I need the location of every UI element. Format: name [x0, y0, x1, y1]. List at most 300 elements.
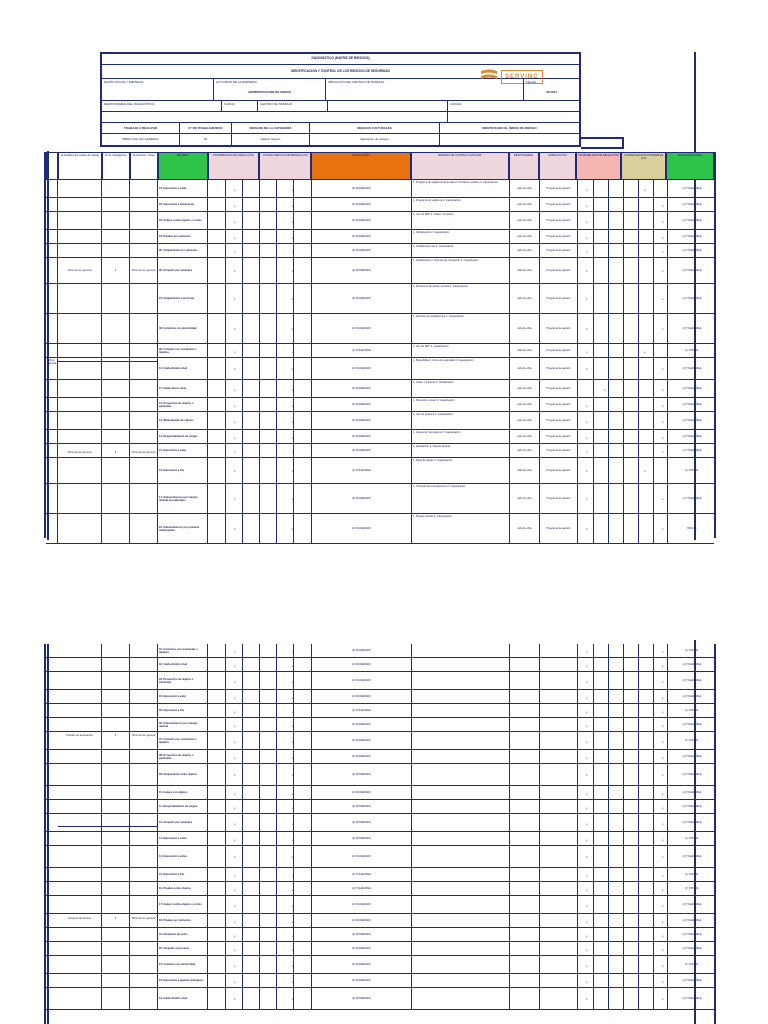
sub-column-line [225, 832, 226, 845]
sub-column-line [623, 230, 624, 243]
sub-column-line [608, 358, 609, 379]
evaluation-cell: (2) MODERADO [312, 764, 412, 785]
sub-column-line [276, 718, 277, 731]
probability-consequence-cells [578, 358, 668, 379]
sub-column-line [638, 644, 639, 657]
probability-mark: x [234, 327, 236, 332]
probability-mark: x [234, 649, 236, 654]
sub-column-line [593, 380, 594, 397]
control-measures-cell [412, 974, 510, 987]
sub-column-line [593, 718, 594, 731]
sub-column-line [225, 868, 226, 881]
sub-column-line [225, 800, 226, 813]
ciudad-label: CIUDAD [450, 102, 462, 106]
sub-column-line [653, 658, 654, 671]
workers-cell: 6 [102, 180, 130, 362]
evaluation-cell: (2) MODERADO [312, 814, 412, 831]
responsible-cell: Jefe de obra [510, 380, 540, 397]
sub-column-line [638, 284, 639, 313]
evaluation-cell: (2) MODERADO [312, 444, 412, 457]
responsible-cell: Jefe de obra [510, 244, 540, 257]
probability-consequence-cells [578, 814, 668, 831]
sub-column-line [608, 672, 609, 689]
sub-column-line [608, 928, 609, 941]
responsible-cell: Jefe de obra [510, 358, 540, 379]
probability-consequence-cells [578, 514, 668, 543]
sub-column-line [638, 832, 639, 845]
probability-consequence-cells [578, 732, 668, 749]
sub-column-line [623, 690, 624, 703]
verification-cell: Programa de gestión [540, 398, 578, 411]
sub-column-line [638, 800, 639, 813]
sub-column-line [593, 928, 594, 941]
probability-consequence-cells [208, 398, 312, 411]
probability-consequence-cells [578, 882, 668, 895]
sub-column-line [653, 846, 654, 867]
probability-consequence-cells [578, 704, 668, 717]
hazard-cell: 17. Golpes contra objetos o cortes [158, 896, 208, 913]
verification-cell [540, 786, 578, 799]
hazard-cell: 05. Exposición a frío [158, 704, 208, 717]
probability-mark: x [586, 805, 588, 810]
consequence-mark: x [662, 435, 664, 440]
probability-consequence-cells [578, 314, 668, 343]
probability-consequence-cells [578, 928, 668, 941]
control-measures-cell [412, 868, 510, 881]
probability-mark: x [234, 821, 236, 826]
sub-column-line [608, 658, 609, 671]
sub-column-line [623, 750, 624, 763]
probability-mark: x [234, 903, 236, 908]
responsible-cell: Jefe de obra [510, 198, 540, 211]
sub-column-line [225, 212, 226, 229]
probability-mark: x [586, 435, 588, 440]
sub-column-line [653, 458, 654, 483]
activity-cell [214, 79, 326, 100]
control-measures-cell [412, 690, 510, 703]
verification-cell: Programa de gestión [540, 344, 578, 357]
probability-consequence-cells [578, 956, 668, 973]
verification-cell [540, 658, 578, 671]
probability-mark: x [234, 679, 236, 684]
sub-column-line [293, 258, 294, 283]
sub-column-line [259, 514, 260, 543]
sub-column-line [608, 514, 609, 543]
control-measures-cell [412, 814, 510, 831]
sub-column-line [225, 412, 226, 429]
probability-consequence-cells [578, 430, 668, 443]
sub-column-line [623, 718, 624, 731]
sub-column-line [242, 658, 243, 671]
sub-column-line [293, 800, 294, 813]
consequence-mark: x [662, 873, 664, 878]
final-evaluation-cell: (1) TOLERABLE [682, 805, 702, 808]
hazard-cell: 20. Atropello a personas [158, 942, 208, 955]
responsible-cell: Jefe de obra [510, 344, 540, 357]
evaluation-cell: (2) MODERADO [312, 732, 412, 749]
sub-column-line [593, 314, 594, 343]
responsible-cell [510, 672, 540, 689]
sub-column-line [593, 832, 594, 845]
consequence-mark: x [662, 419, 664, 424]
activity-cell: Trazado de excavación [58, 644, 102, 827]
sub-column-line [623, 928, 624, 941]
sub-column-line [259, 484, 260, 513]
control-measures-cell: 1. Uso de guantes 2. Capacitación [412, 412, 510, 429]
probability-consequence-cells [208, 484, 312, 513]
sub-column-line [225, 690, 226, 703]
sub-column-line [225, 704, 226, 717]
sub-column-line [638, 230, 639, 243]
sub-column-line [293, 644, 294, 657]
final-evaluation-cell: (1) TOLERABLE [682, 297, 702, 300]
sub-column-line [259, 832, 260, 845]
verification-cell [540, 956, 578, 973]
sub-column-line [225, 358, 226, 379]
sub-column-line [276, 974, 277, 987]
sub-column-line [259, 868, 260, 881]
sub-column-line [259, 882, 260, 895]
column-header-12: CONSECUENCIAS PROBABLES (CP) [621, 152, 666, 180]
column-header-3: Descripción / Tarea [130, 152, 158, 180]
final-evaluation-cell: (1) TOLERABLE [682, 249, 702, 252]
sub-column-line [653, 832, 654, 845]
logo-text: SERVINC [501, 70, 543, 84]
final-evaluation-cell: (1) TOLERABLE [682, 979, 702, 982]
probability-mark: x [234, 947, 236, 952]
responsible-cell [510, 832, 540, 845]
sub-column-line [653, 430, 654, 443]
sub-column-line [276, 882, 277, 895]
sub-column-line [242, 380, 243, 397]
sub-column-line [638, 672, 639, 689]
sub-column-line [593, 846, 594, 867]
sub-column-line [293, 444, 294, 457]
control-measures-cell [412, 914, 510, 927]
sub-column-line [259, 230, 260, 243]
sub-column-line [293, 212, 294, 229]
probability-consequence-cells [578, 800, 668, 813]
work-row [102, 123, 579, 145]
sub-column-line [638, 928, 639, 941]
sub-column-line [623, 974, 624, 987]
probability-mark: x [234, 919, 236, 924]
sub-column-line [276, 658, 277, 671]
blank-cell [328, 101, 448, 111]
probability-mark: x [586, 903, 588, 908]
responsible-cell [510, 750, 540, 763]
hazard-cell: 15. Exposición a calor [158, 444, 208, 457]
sub-column-line [242, 974, 243, 987]
hazard-cell: 19. Inhalación de polvo [158, 928, 208, 941]
sub-column-line [293, 398, 294, 411]
probability-mark: x [586, 695, 588, 700]
sub-column-line [225, 314, 226, 343]
responsible-cell [510, 942, 540, 955]
probability-consequence-cells [208, 444, 312, 457]
sub-column-line [608, 786, 609, 799]
task-cell: Obra civil en general [130, 362, 158, 544]
final-evaluation-cell: (1) TOLERABLE [682, 773, 702, 776]
sub-column-line [608, 942, 609, 955]
evaluation-cell: (2) MODERADO [312, 914, 412, 927]
sub-column-line [623, 764, 624, 785]
verification-cell: Programa de gestión [540, 212, 578, 229]
verification-cell: Programa de gestión [540, 444, 578, 457]
probability-mark: x [586, 739, 588, 744]
sub-column-line [242, 458, 243, 483]
sub-column-line [623, 988, 624, 1009]
sub-column-line [593, 514, 594, 543]
hazard-cell: 09. Atrapamiento entre objetos [158, 764, 208, 785]
evaluation-cell: (2) MODERADO [312, 244, 412, 257]
sub-column-line [259, 358, 260, 379]
evaluation-cell: (2) MODERADO [312, 928, 412, 941]
evaluation-cell: (1) TOLERABLE [312, 868, 412, 881]
sub-column-line [242, 896, 243, 913]
responsible-cell [510, 704, 540, 717]
sub-column-line [608, 750, 609, 763]
responsible-cell [510, 882, 540, 895]
sub-column-line [608, 764, 609, 785]
sub-column-line [593, 212, 594, 229]
probability-mark: x [586, 997, 588, 1002]
responsible-cell [510, 814, 540, 831]
sub-column-line [259, 974, 260, 987]
control-measures-cell: 1. Protección ocular 2. Capacitación [412, 398, 510, 411]
consequence-mark: x [662, 249, 664, 254]
probability-consequence-cells [578, 380, 668, 397]
responsible-cell [510, 974, 540, 987]
verification-cell [540, 690, 578, 703]
responsible-cell: Jefe de obra [510, 258, 540, 283]
sub-column-line [623, 896, 624, 913]
hazard-cell: 18. Sobreesfuerzos por posturas inadecuadas [158, 514, 208, 543]
sub-column-line [638, 690, 639, 703]
column-header-10: VERIFICACIÓN [539, 152, 577, 180]
probability-consequence-cells [578, 988, 668, 1009]
sub-column-line [623, 868, 624, 881]
sub-column-line [293, 896, 294, 913]
sub-column-line [293, 718, 294, 731]
sub-column-line [242, 672, 243, 689]
column-header-7: EVALUACIÓN [311, 152, 411, 180]
risk-matrix-page-1 [44, 152, 716, 538]
work-col [440, 123, 579, 145]
work-value: 32 [203, 137, 208, 141]
sub-column-line [225, 786, 226, 799]
column-header-0 [46, 152, 58, 180]
control-measures-cell [412, 832, 510, 845]
evaluation-cell: (2) MODERADO [312, 180, 412, 197]
sub-column-line [593, 198, 594, 211]
sub-column-line [638, 380, 639, 397]
sub-column-line [653, 258, 654, 283]
task-cell: Obra civil en general [130, 180, 158, 362]
probability-mark: x [234, 963, 236, 968]
hazard-cell: 17. Sobreesfuerzos por manejo manual de materiales [158, 484, 208, 513]
sub-column-line [293, 358, 294, 379]
consequence-mark: x [662, 855, 664, 860]
sub-column-line [653, 284, 654, 313]
consequence-mark: x [644, 187, 646, 192]
sub-column-line [276, 180, 277, 197]
sub-column-line [623, 358, 624, 379]
probability-mark: x [234, 527, 236, 532]
responsible-cell [510, 764, 540, 785]
probability-consequence-cells [578, 786, 668, 799]
hazard-cell: 04. Pisadas por vehículos [158, 230, 208, 243]
verification-cell [540, 644, 578, 657]
responsible-cell [510, 800, 540, 813]
sub-column-line [242, 230, 243, 243]
sub-column-line [593, 868, 594, 881]
sub-column-line [623, 800, 624, 813]
sub-column-line [653, 988, 654, 1009]
probability-consequence-cells [208, 412, 312, 429]
probability-consequence-cells [208, 832, 312, 845]
probability-consequence-cells [208, 258, 312, 283]
control-measures-cell [412, 786, 510, 799]
sub-column-line [259, 344, 260, 357]
hazard-cell: 01. Exposición a ruido [158, 180, 208, 197]
sub-column-line [638, 896, 639, 913]
evaluation-cell: (2) MODERADO [312, 988, 412, 1009]
sub-column-line [623, 314, 624, 343]
verification-cell: Programa de gestión [540, 430, 578, 443]
control-measures-cell: 1. Programa de vigilancia 2. Capacitación [412, 198, 510, 211]
sub-column-line [653, 732, 654, 749]
sub-column-line [276, 514, 277, 543]
sub-column-line [225, 750, 226, 763]
probability-mark: x [234, 349, 236, 354]
control-measures-cell [412, 942, 510, 955]
probability-consequence-cells [208, 690, 312, 703]
work-col [232, 123, 310, 145]
probability-consequence-cells [578, 284, 668, 313]
sub-column-line [276, 484, 277, 513]
verification-cell [540, 764, 578, 785]
verification-cell: Programa de gestión [540, 412, 578, 429]
consequence-mark: x [662, 821, 664, 826]
probability-mark: x [586, 791, 588, 796]
hazard-cell: 01. Caída distinto nivel [158, 988, 208, 1009]
sub-column-line [225, 764, 226, 785]
sub-column-line [259, 718, 260, 731]
control-measures-cell [412, 882, 510, 895]
final-evaluation-cell: (1) TOLERABLE [682, 821, 702, 824]
sub-column-line [623, 882, 624, 895]
probability-mark: x [234, 203, 236, 208]
probability-consequence-cells [208, 750, 312, 763]
probability-consequence-cells [578, 974, 668, 987]
work-head: N° DE TRABAJADORES [180, 123, 231, 134]
hazard-cell: 18. Pisadas por vehículos [158, 914, 208, 927]
probability-mark: x [586, 449, 588, 454]
probability-mark: x [604, 387, 606, 392]
sub-column-line [276, 956, 277, 973]
sub-column-line [276, 644, 277, 657]
evaluation-cell: (1) TOLERABLE [312, 882, 412, 895]
probability-mark: x [234, 663, 236, 668]
evaluation-cell: (2) MODERADO [312, 314, 412, 343]
final-evaluation-cell: (1) TOLERABLE [682, 947, 702, 950]
sub-column-line [276, 732, 277, 749]
evaluation-cell: (2) MODERADO [312, 514, 412, 543]
sub-column-line [653, 444, 654, 457]
verification-cell [540, 882, 578, 895]
sub-column-line [653, 786, 654, 799]
responsible-cell: Jefe de obra [510, 458, 540, 483]
sub-column-line [259, 690, 260, 703]
responsible-cell [510, 988, 540, 1009]
sub-column-line [225, 444, 226, 457]
control-measures-cell [412, 800, 510, 813]
sub-column-line [623, 786, 624, 799]
activity-cell: Limpieza de terreno [58, 827, 102, 1010]
probability-consequence-cells [208, 380, 312, 397]
probability-mark: x [586, 873, 588, 878]
sub-column-line [242, 846, 243, 867]
sub-column-line [259, 212, 260, 229]
sub-column-line [608, 344, 609, 357]
hazard-cell: 12. Atropello por vehículos [158, 814, 208, 831]
sub-column-line [638, 514, 639, 543]
sub-column-line [623, 258, 624, 283]
responsible-cell [510, 868, 540, 881]
sub-column-line [259, 896, 260, 913]
probability-consequence-cells [208, 814, 312, 831]
verification-cell: Programa de gestión [540, 484, 578, 513]
sub-column-line [608, 380, 609, 397]
probability-consequence-cells [578, 444, 668, 457]
evaluation-cell: (2) MODERADO [312, 718, 412, 731]
sub-column-line [225, 398, 226, 411]
consequence-mark: x [662, 997, 664, 1002]
consequence-mark: x [662, 723, 664, 728]
sub-column-line [259, 444, 260, 457]
sub-column-line [623, 380, 624, 397]
verification-cell: Programa de gestión [540, 284, 578, 313]
probability-mark: x [586, 679, 588, 684]
final-evaluation-cell: (1) TOLERABLE [682, 497, 702, 500]
verification-cell: Programa de gestión [540, 258, 578, 283]
probability-mark: x [234, 723, 236, 728]
sub-column-line [293, 786, 294, 799]
sub-column-line [276, 198, 277, 211]
responsible-cell: Jefe de obra [510, 314, 540, 343]
evaluation-cell: (2) MODERADO [312, 380, 412, 397]
probability-consequence-cells [578, 718, 668, 731]
control-measures-cell [412, 732, 510, 749]
sub-column-line [623, 846, 624, 867]
sub-column-line [293, 344, 294, 357]
probability-consequence-cells [208, 896, 312, 913]
sub-column-line [293, 180, 294, 197]
responsible-cell: Jefe de obra [510, 284, 540, 313]
probability-consequence-cells [578, 344, 668, 357]
evaluation-cell: (2) MODERADO [312, 258, 412, 283]
sub-column-line [242, 344, 243, 357]
sub-column-line [225, 814, 226, 831]
verification-cell [540, 846, 578, 867]
verification-cell [540, 672, 578, 689]
probability-mark: x [586, 219, 588, 224]
sub-column-line [225, 928, 226, 941]
sub-column-line [653, 718, 654, 731]
sub-column-line [242, 814, 243, 831]
sub-column-line [653, 974, 654, 987]
